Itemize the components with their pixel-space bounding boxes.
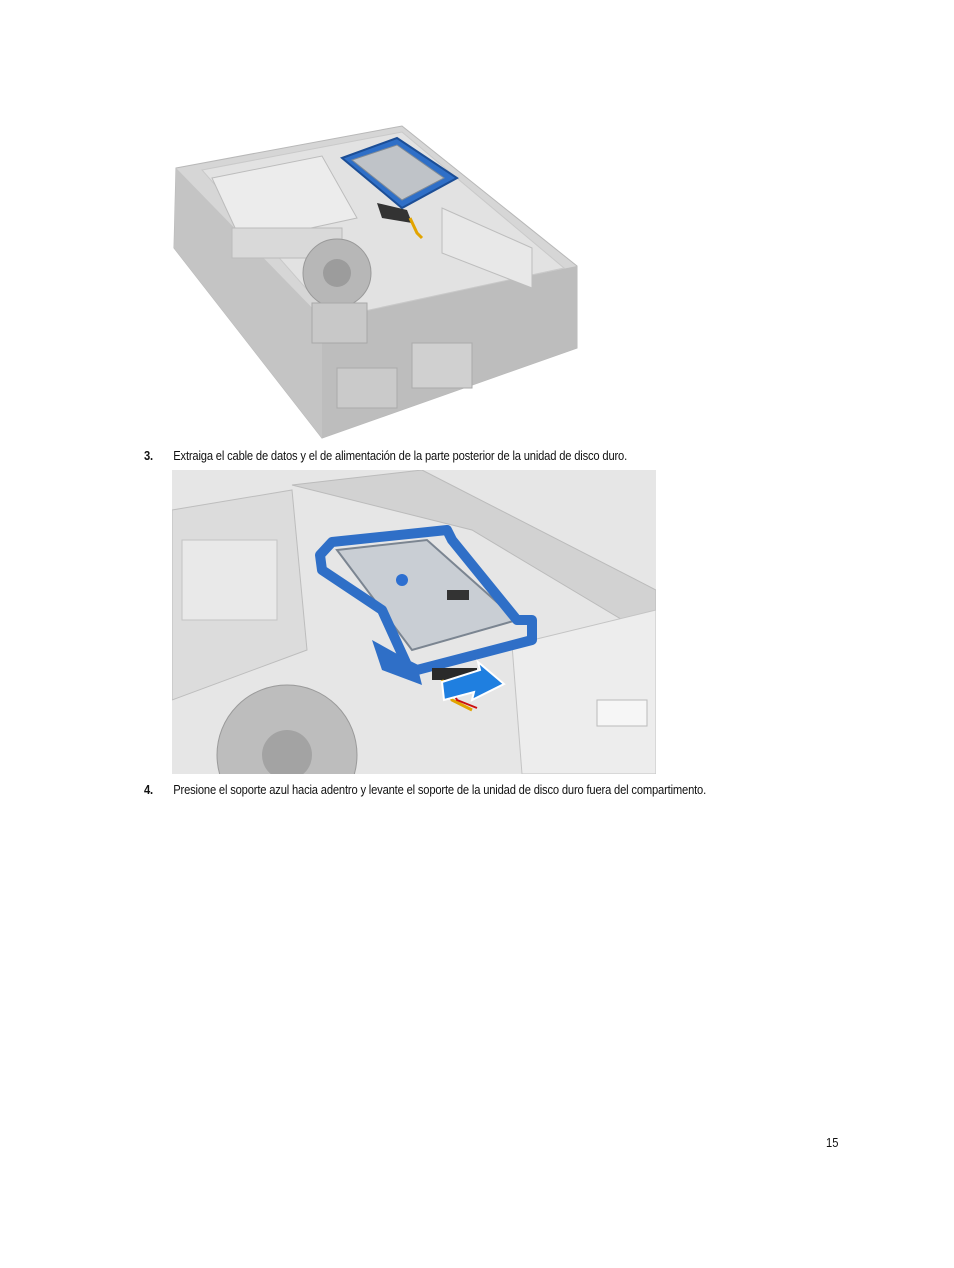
computer-chassis-illustration (172, 118, 582, 440)
figure-hdd-cable-removal (172, 470, 656, 774)
step-number: 3. (144, 448, 153, 463)
step-4 (144, 782, 706, 797)
page-number: 15 (826, 1135, 839, 1150)
step-3 (144, 448, 627, 463)
hard-drive-bracket-illustration (172, 470, 656, 774)
figure-chassis-overview (172, 118, 582, 440)
step-number: 4. (144, 782, 153, 797)
step-text: Presione el soporte azul hacia adentro y levante el soporte de la unidad de disco duro fuera del compartimento. (173, 782, 707, 797)
step-text: Extraiga el cable de datos y el de alimentación de la parte posterior de la unidad de disco duro. (173, 448, 628, 463)
